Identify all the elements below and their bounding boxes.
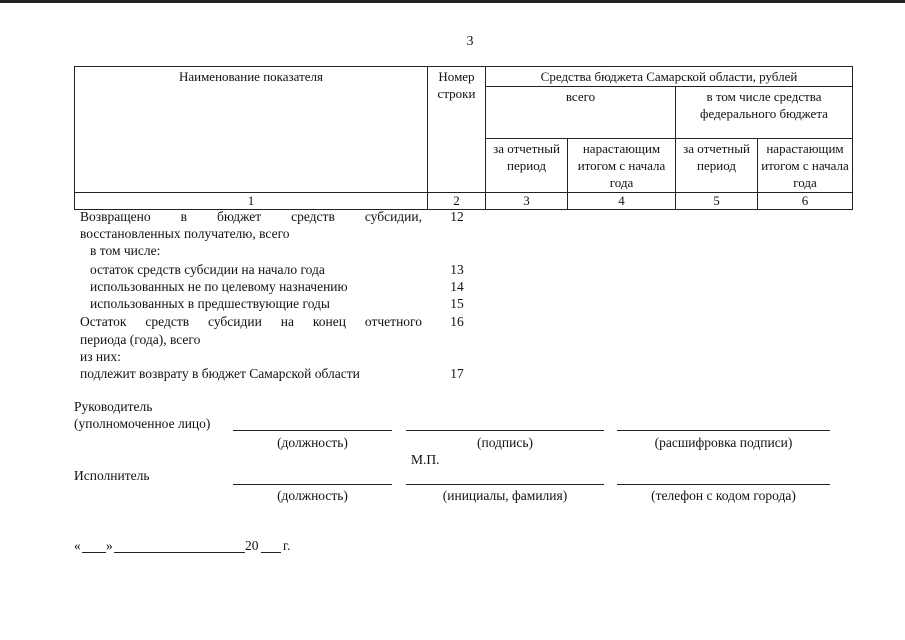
- header-col4-cumulative: нарастающим итогом с начала года: [568, 139, 676, 193]
- head-label: Руководитель: [74, 399, 153, 414]
- date-close-quote: »: [106, 538, 113, 553]
- row-label: Возвращено в бюджет средств субсидии,: [80, 209, 422, 224]
- initials-caption: (инициалы, фамилия): [442, 488, 568, 503]
- row-label: использованных не по целевому назначению: [90, 279, 348, 294]
- row-label: периода (года), всего: [80, 332, 201, 347]
- date-open-quote: «: [74, 538, 81, 553]
- row-label: восстановленных получателю, всего: [80, 226, 290, 241]
- col-number-1: 1: [75, 193, 428, 210]
- row-number: 17: [450, 366, 464, 381]
- row-number: 16: [450, 314, 464, 329]
- position-caption: (должность): [277, 435, 348, 450]
- executor-position-caption: (должность): [277, 488, 348, 503]
- row-label: Остаток средств субсидии на конец отчетного: [80, 314, 422, 329]
- phone-caption: (телефон с кодом города): [651, 488, 796, 503]
- col-number-5: 5: [676, 193, 758, 210]
- row-label: остаток средств субсидии на начало года: [90, 262, 325, 277]
- day-blank[interactable]: [82, 552, 106, 553]
- signature-caption: (подпись): [476, 435, 534, 450]
- header-row-number: Номер строки: [428, 67, 486, 193]
- executor-position-line[interactable]: [233, 484, 392, 485]
- row-number: 12: [450, 209, 464, 224]
- header-col6-cumulative: нарастающим итогом с начала года: [758, 139, 853, 193]
- header-indicator-name: Наименование показателя: [75, 67, 428, 193]
- row-number: 15: [450, 296, 464, 311]
- top-border-line: [0, 0, 905, 3]
- row-number: 14: [450, 279, 464, 294]
- month-blank[interactable]: [114, 552, 245, 553]
- row-label: использованных в предшествующие годы: [90, 296, 331, 311]
- header-total: всего: [486, 87, 676, 139]
- row-label: в том числе:: [90, 243, 161, 258]
- page-number: 3: [466, 34, 474, 49]
- header-federal: в том числе средства федерального бюджета: [676, 87, 853, 139]
- col-number-4: 4: [568, 193, 676, 210]
- row-label: подлежит возврату в бюджет Самарской области: [80, 366, 360, 381]
- row-label: из них:: [80, 349, 121, 364]
- signature-decoding-line[interactable]: [617, 430, 830, 431]
- col-number-6: 6: [758, 193, 853, 210]
- executor-name-line[interactable]: [406, 484, 604, 485]
- header-budget-funds: Средства бюджета Самарской области, рублей: [486, 67, 853, 87]
- col-number-3: 3: [486, 193, 568, 210]
- year-suffix: г.: [283, 538, 291, 553]
- header-col3-period: за отчетный период: [486, 139, 568, 193]
- authorized-person-label: (уполномоченное лицо): [74, 416, 211, 431]
- year-prefix: 20: [245, 538, 259, 553]
- col-number-2: 2: [428, 193, 486, 210]
- executor-label: Исполнитель: [74, 468, 150, 483]
- year-blank[interactable]: [261, 552, 281, 553]
- stamp-place: М.П.: [411, 452, 440, 467]
- signature-line[interactable]: [406, 430, 604, 431]
- header-col5-period: за отчетный период: [676, 139, 758, 193]
- position-signature-line[interactable]: [233, 430, 392, 431]
- report-table-header: [74, 66, 853, 210]
- executor-phone-line[interactable]: [617, 484, 830, 485]
- row-number: 13: [450, 262, 464, 277]
- decoding-caption: (расшифровка подписи): [654, 435, 793, 450]
